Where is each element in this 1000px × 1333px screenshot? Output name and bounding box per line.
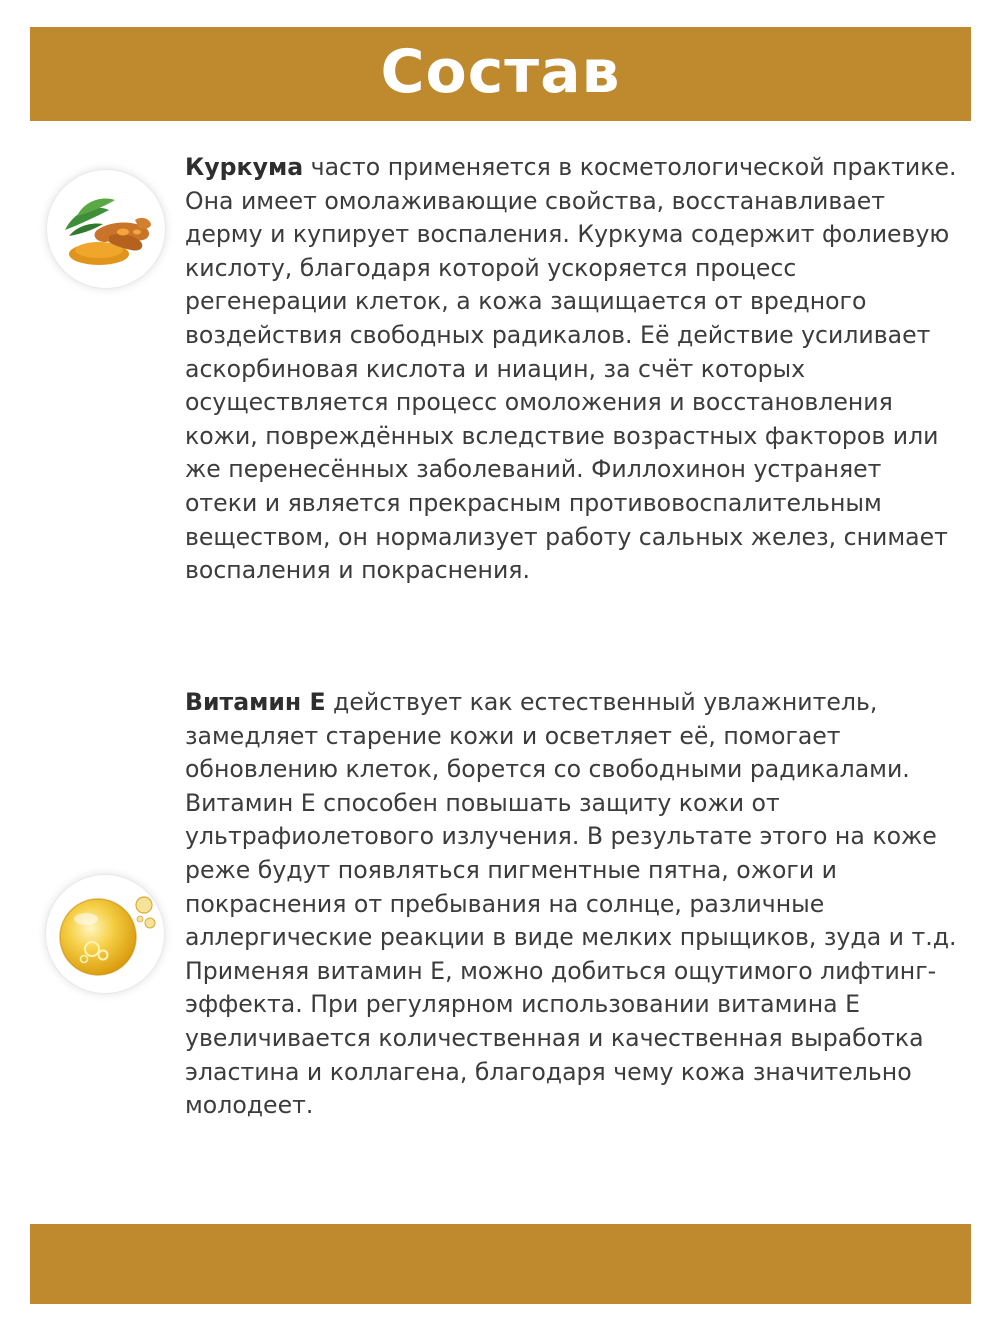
oil-drop-icon bbox=[46, 875, 164, 993]
turmeric-text: часто применяется в косметологической практике. Она имеет омолаживающие свойства, восстанавливает дерму и купирует воспаления. Куркума содержит фолиевую кислоту, благодаря которой ускоряется процесс регенерации клеток, а кожа защищается от вредного воздействия свободных радикалов. Её действие усиливает аскорбиновая кислота и ниацин, за счёт которых осуществляется процесс омоложения и восстановления кожи, повреждённых вследствие возрастных факторов или же перенесённых заболеваний. Филлохинон устраняет отеки и является прекрасным противовоспалительным веществом, он нормализует работу сальных желез, снимает воспаления и покраснения. bbox=[185, 153, 957, 585]
page-title: Состав bbox=[380, 37, 621, 107]
turmeric-paragraph bbox=[185, 151, 960, 588]
header-banner bbox=[30, 27, 971, 121]
vitamin-e-text: действует как естественный увлажнитель, замедляет старение кожи и осветляет её, помогает обновлению клеток, борется со свободными радикалами. Витамин Е способен повышать защиту кожи от ультрафиолетового излучения. В результате этого на коже реже будут появляться пигментные пятна, ожоги и покраснения от пребывания на солнце, различные аллергические реакции в виде мелких прыщиков, зуда и т.д. Применяя витамин Е, можно добиться ощутимого лифтинг-эффекта. При регулярном использовании витамина Е увеличивается количественная и качественная выработка эластина и коллагена, благодаря чему кожа значительно молодеет. bbox=[185, 688, 957, 1120]
footer-banner bbox=[30, 1224, 971, 1304]
turmeric-term: Куркума bbox=[185, 153, 304, 181]
vitamin-e-paragraph bbox=[185, 686, 960, 1123]
vitamin-e-term: Витамин Е bbox=[185, 688, 326, 716]
turmeric-icon bbox=[47, 170, 165, 288]
